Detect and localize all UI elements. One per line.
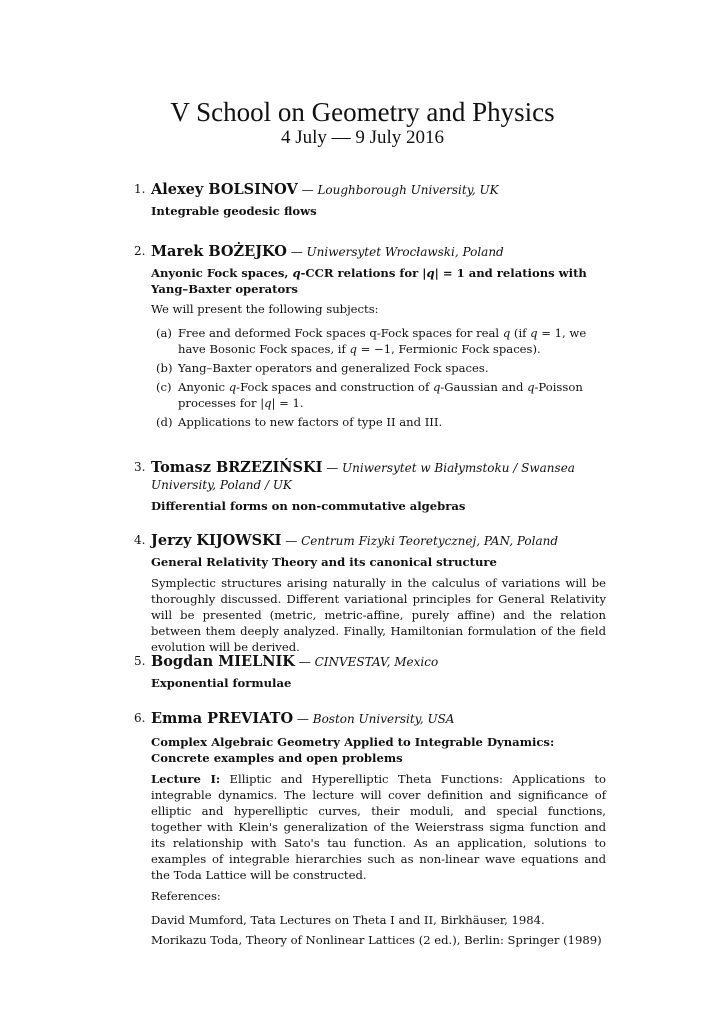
talk-title: Differential forms on non-commutative algebras [151, 499, 466, 513]
speaker-affiliation: Uniwersytet w Białymstoku / Swansea University, Poland / UK [151, 461, 575, 492]
talk-title: Exponential formulae [151, 676, 292, 690]
speaker-affiliation: Uniwersytet Wrocławski, Poland [306, 245, 504, 259]
lecture-entry-2 [134, 243, 606, 433]
references-label: References: [151, 889, 221, 903]
separator: — [322, 461, 343, 475]
entry-number: 2. [134, 244, 146, 258]
entry-number: 6. [134, 711, 146, 725]
speaker-line [151, 710, 606, 728]
lecture-entry-6 [134, 710, 606, 948]
speaker-name: Alexey BOLSINOV [151, 181, 298, 198]
reference-item: Morikazu Toda, Theory of Nonlinear Lattices (2 ed.), Berlin: Springer (1989) [151, 933, 602, 947]
separator: — [293, 712, 313, 726]
list-item: (c) Anyonic q-Fock spaces and construction of q-Gaussian and q-Poisson processes for |q| = 1. [156, 380, 583, 410]
talk-title: General Relativity Theory and its canonical structure [151, 555, 497, 569]
lecture-entry-1 [134, 181, 606, 219]
abstract: Symplectic structures arising naturally in the calculus of variations will be thoroughly discussed. Different variational principles for General Relativity will be presented (metric, metric-affine, purely affine) and the relation between them deeply analyzed. Finally, Hamiltonian formulation of the field evolution will be derived. [151, 576, 606, 654]
school-dates: 4 July — 9 July 2016 [280, 127, 445, 148]
list-item: (a) Free and deformed Fock spaces q-Fock spaces for real q (if q = 1, we have Bosonic Fock spaces, if q = −1, Fermionic Fock spaces). [156, 326, 587, 356]
speaker-affiliation: Centrum Fizyki Teoretycznej, PAN, Poland [301, 534, 559, 548]
separator: — [294, 655, 315, 669]
speaker-name: Marek BOŻEJKO [151, 243, 287, 260]
list-item: (b) Yang–Baxter operators and generalized Fock spaces. [156, 361, 489, 375]
speaker-name: Tomasz BRZEZIŃSKI [151, 459, 323, 476]
speaker-name: Bogdan MIELNIK [151, 653, 295, 670]
speaker-affiliation: CINVESTAV, Mexico [314, 655, 439, 669]
speaker-affiliation: Boston University, USA [312, 712, 455, 726]
lecture-entry-3 [134, 459, 606, 514]
speaker-line [151, 181, 606, 199]
speaker-line [151, 532, 606, 550]
entry-number: 4. [134, 533, 146, 547]
speaker-name: Emma PREVIATO [151, 710, 294, 727]
entry-number: 1. [134, 182, 146, 196]
speaker-line [151, 653, 606, 671]
entry-number: 3. [134, 460, 146, 474]
talk-title: Complex Algebraic Geometry Applied to Integrable Dynamics: Concrete examples and open problems [151, 735, 555, 765]
subject-list [151, 325, 606, 430]
speaker-line [151, 459, 606, 494]
lecture-description [151, 771, 606, 883]
list-item: (d) Applications to new factors of type II and III. [156, 415, 443, 429]
reference-item: David Mumford, Tata Lectures on Theta I and II, Birkhäuser, 1984. [151, 913, 545, 927]
lecture-text: Elliptic and Hyperelliptic Theta Functions: Applications to integrable dynamics. The lecture will cover definition and significance of elliptic and hyperelliptic curves, their moduli, and special functions, together with Klein's generalization of the Weierstrass sigma function and its relationship with Sato's tau function. As an application, solutions to examples of integrable hierarchies such as non-linear wave equations and the Toda Lattice will be constructed. [151, 772, 606, 882]
speaker-affiliation: Loughborough University, UK [317, 183, 499, 197]
talk-title: Anyonic Fock spaces, q-CCR relations for |q| = 1 and relations with Yang–Baxter operators [151, 266, 587, 296]
separator: — [297, 183, 318, 197]
speaker-name: Jerzy KIJOWSKI [151, 532, 282, 549]
lecture-entry-5 [134, 653, 606, 691]
separator: — [286, 245, 307, 259]
abstract-intro: We will present the following subjects: [151, 302, 379, 316]
page-title: V School on Geometry and Physics [170, 97, 555, 127]
speaker-line [151, 243, 606, 261]
lecture-label: Lecture I: [151, 772, 221, 786]
separator: — [281, 534, 302, 548]
talk-title: Integrable geodesic flows [151, 204, 317, 218]
lecture-entry-4 [134, 532, 606, 655]
entry-number: 5. [134, 654, 146, 668]
